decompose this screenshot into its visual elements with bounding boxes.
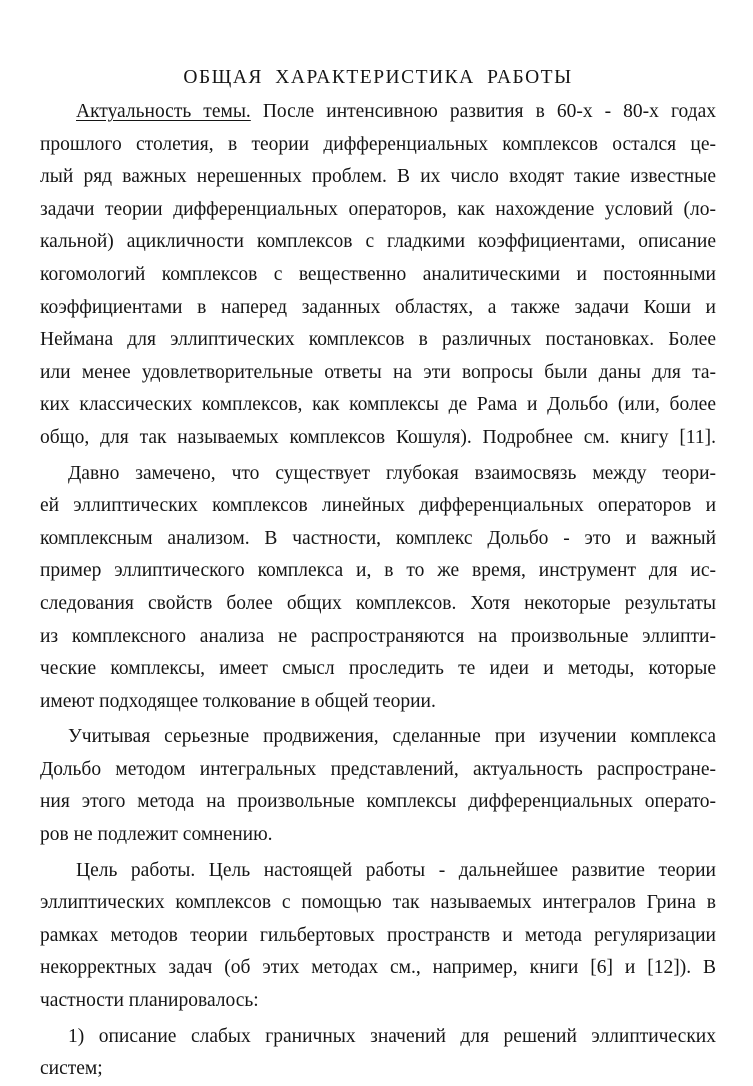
paragraph-line: некорректных задач (об этих методах см., например, книги [6] и [12]). В: [40, 957, 716, 979]
paragraph-line: ей эллиптических комплексов линейных дифференциальных операторов и: [40, 495, 716, 517]
paragraph-line: имеют подходящее толкование в общей теории.: [40, 690, 436, 712]
paragraph-line: ния этого метода на произвольные комплексы дифференциальных операто-: [40, 791, 716, 813]
section-heading-relevance: Актуальность темы.: [76, 101, 251, 122]
paragraph-line: общо, для так называемых комплексов Кошуля). Подробнее см. книгу [11].: [40, 426, 716, 448]
paragraph-line: или менее удовлетворительные ответы на эти вопросы были даны для та-: [40, 361, 716, 383]
paragraph-line: частности планировалось:: [40, 990, 259, 1012]
paragraph-line: Давно замечено, что существует глубокая взаимосвязь между теори-: [68, 462, 716, 484]
paragraph-line: [40, 96, 716, 129]
paragraph-line: рамках методов теории гильбертовых пространств и метода регуляризации: [40, 924, 716, 946]
paragraph-line: 1) описание слабых граничных значений для решений эллиптических: [68, 1025, 716, 1047]
paragraph-line: ких классических комплексов, как комплексы де Рама и Дольбо (или, более: [40, 394, 716, 416]
paragraph-line: эллиптических комплексов с помощью так называемых интегралов Грина в: [40, 892, 716, 914]
paragraph-interrelation: [40, 458, 716, 719]
paragraph-line: когомологий комплексов с вещественно аналитическими и постоянными: [40, 263, 716, 285]
paragraph-line: ческие комплексы, имеет смысл проследить те идеи и методы, которые: [40, 658, 716, 680]
paragraph-relevance: [40, 96, 716, 455]
document-page: [40, 60, 716, 1086]
paragraph-line: Цель работы. Цель настоящей работы - дальнейшее развитие теории: [76, 859, 716, 881]
paragraph-line: из комплексного анализа не распространяются на произвольные эллипти-: [40, 625, 716, 647]
paragraph-line: следования свойств более общих комплексов. Хотя некоторые результаты: [40, 592, 716, 614]
paragraph-line: коэффициентами в наперед заданных областях, а также задачи Коши и: [40, 296, 716, 318]
paragraph-text: После интенсивною развития в 60-х - 80-х годах: [250, 101, 716, 122]
paragraph-line: кальной) ацикличности комплексов с гладкими коэффициентами, описание: [40, 231, 716, 253]
paragraph-line: прошлого столетия, в теории дифференциальных комплексов остался це-: [40, 133, 716, 155]
paragraph-goal: [40, 855, 716, 1018]
paragraph-line: лый ряд важных нерешенных проблем. В их число входят такие известные: [40, 166, 716, 188]
paragraph-line: комплексным анализом. В частности, комплекс Дольбо - это и важный: [40, 527, 716, 549]
paragraph-line: Дольбо методом интегральных представлений, актуальность распростране-: [40, 758, 716, 780]
paragraph-line: систем;: [40, 1058, 103, 1080]
page-title: ОБЩАЯ ХАРАКТЕРИСТИКА РАБОТЫ: [183, 67, 573, 88]
paragraph-line: задачи теории дифференциальных операторов, как нахождение условий (ло-: [40, 198, 716, 220]
paragraph-line: пример эллиптического комплекса и, в то же время, инструмент для ис-: [40, 560, 716, 582]
paragraph-line: Неймана для эллиптических комплексов в различных постановках. Более: [40, 329, 716, 351]
paragraph-line: Учитывая серьезные продвижения, сделанные при изучении комплекса: [68, 726, 716, 748]
paragraph-advances: [40, 721, 716, 851]
paragraph-line: ров не подлежит сомнению.: [40, 824, 273, 846]
list-item-weak-boundary-values: [40, 1021, 716, 1086]
